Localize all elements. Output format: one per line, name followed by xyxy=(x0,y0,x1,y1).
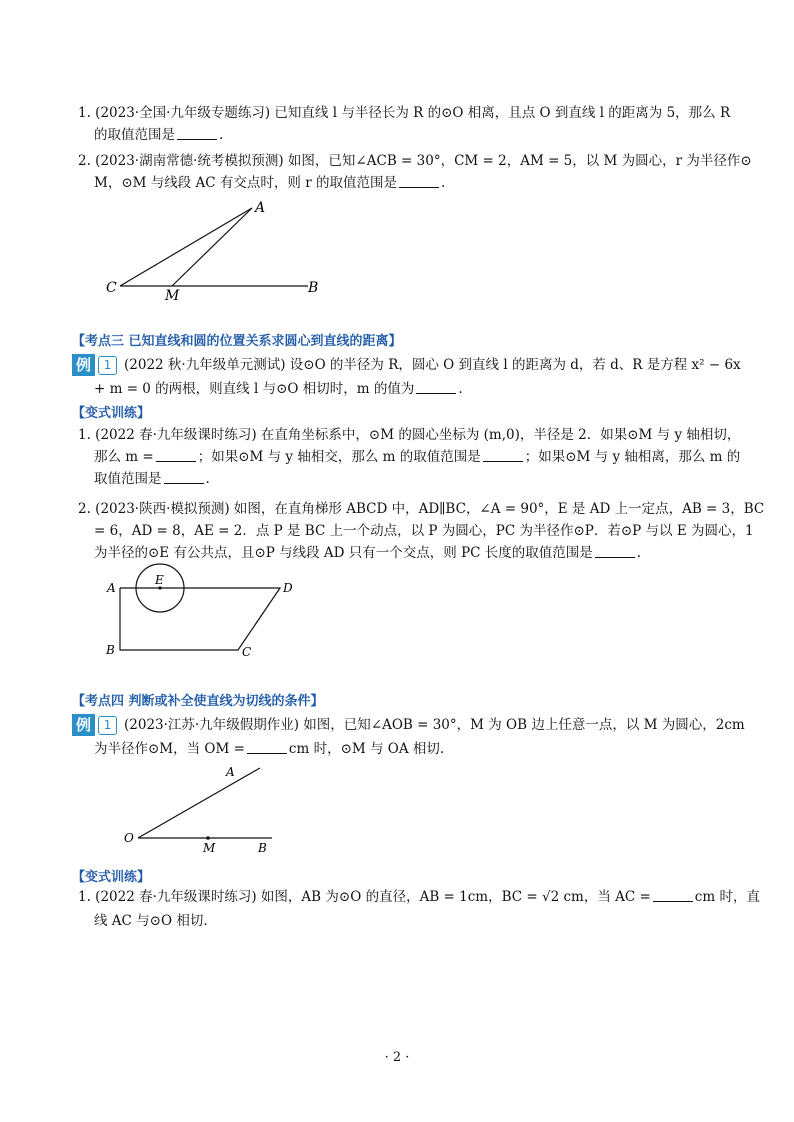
answer-blank xyxy=(416,381,456,394)
example-4-line-1: (2023·江苏·九年级假期作业) 如图，已知∠AOB = 30°，M 为 OB 边上任意一点，以 M 为圆心，2cm xyxy=(124,717,745,733)
example-label: 例 xyxy=(72,354,95,376)
label-d: D xyxy=(283,581,293,595)
answer-blank xyxy=(164,471,204,484)
label-e: E xyxy=(155,573,164,587)
answer-blank xyxy=(247,741,287,754)
example-3-line-1: (2022 秋·九年级单元测试) 设⊙O 的半径为 R，圆心 O 到直线 l 的距离为 d，若 d、R 是方程 x² − 6x xyxy=(124,357,741,373)
training-2-text: 为半径的⊙E 有公共点，且⊙P 与线段 AD 只有一个交点，则 PC 长度的取值范围是 xyxy=(94,545,593,561)
example-4-line-2 xyxy=(94,740,444,758)
label-c: C xyxy=(106,280,117,296)
training-1-text-d: 取值范围是 xyxy=(94,471,162,487)
training-1-text-b: ；如果⊙M 与 y 轴相交，那么 m 的取值范围是 xyxy=(197,449,481,465)
problem-1-line-1: 1. (2023·全国·九年级专题练习) 已知直线 l 与半径长为 R 的⊙O 相离，且点 O 到直线 l 的距离为 5，那么 R xyxy=(78,105,731,121)
figure-triangle-acm xyxy=(0,0,794,320)
example-number: 1 xyxy=(98,356,117,375)
example-badge xyxy=(72,714,117,736)
training-4-text-a: 1. (2022 春·九年级课时练习) 如图，AB 为⊙O 的直径，AB = 1cm，BC = √2 cm，当 AC = xyxy=(78,889,651,905)
section-4-title: 【考点四 判断或补全使直线为切线的条件】 xyxy=(72,694,324,709)
answer-blank xyxy=(156,449,196,462)
label-b: B xyxy=(106,643,115,657)
label-b: B xyxy=(308,280,319,296)
problem-2-line-2: M，⊙M 与线段 AC 有交点时，则 r 的取值范围是 . xyxy=(94,175,446,191)
example-3-line-2: + m = 0 的两根，则直线 l 与⊙O 相切时，m 的值为 . xyxy=(94,381,463,397)
label-a: A xyxy=(226,765,235,779)
example-badge xyxy=(72,354,117,376)
training-2-line-3: 为半径的⊙E 有公共点，且⊙P 与线段 AD 只有一个交点，则 PC 长度的取值范围是 . xyxy=(94,545,642,561)
answer-blank xyxy=(595,545,635,558)
training-1-text-c: ；如果⊙M 与 y 轴相离，那么 m 的 xyxy=(524,449,741,465)
training-1-line-2 xyxy=(94,448,740,466)
label-m: M xyxy=(203,841,216,855)
label-b: B xyxy=(258,841,267,855)
label-a: A xyxy=(255,200,266,216)
training-2-line-2: = 6，AD = 8，AE = 2．点 P 是 BC 上一个动点，以 P 为圆心，PC 为半径作⊙P．若⊙P 与以 E 为圆心，1 xyxy=(94,523,754,539)
section-3-title: 【考点三 已知直线和圆的位置关系求圆心到直线的距离】 xyxy=(72,334,402,349)
problem-2-line-1: 2. (2023·湖南常德·统考模拟预测) 如图，已知∠ACB = 30°，CM = 2，AM = 5，以 M 为圆心，r 为半径作⊙ xyxy=(78,153,752,169)
figure-angle-aob xyxy=(0,760,794,860)
problem-2-text: M，⊙M 与线段 AC 有交点时，则 r 的取值范围是 xyxy=(94,175,397,191)
training-title: 【变式训练】 xyxy=(72,406,151,421)
page-number: · 2 · xyxy=(384,1050,410,1065)
label-c: C xyxy=(242,645,252,659)
label-o: O xyxy=(124,831,134,845)
label-a: A xyxy=(107,581,116,595)
example-3-text: + m = 0 的两根，则直线 l 与⊙O 相切时，m 的值为 xyxy=(94,381,415,397)
answer-blank xyxy=(653,889,693,902)
answer-blank xyxy=(483,449,523,462)
training-4-line-1 xyxy=(78,888,760,906)
figure-trapezoid-abcd xyxy=(0,560,794,670)
training-4-text-b: cm 时，直 xyxy=(694,889,760,905)
problem-1-line-2: 的取值范围是 . xyxy=(94,127,224,143)
example-label: 例 xyxy=(72,714,95,736)
example-4-text-b: cm 时，⊙M 与 OA 相切. xyxy=(288,741,445,757)
training-1-text-a: 那么 m = xyxy=(94,449,154,465)
training-title: 【变式训练】 xyxy=(72,870,151,885)
training-2-line-1: 2. (2023·陕西·模拟预测) 如图，在直角梯形 ABCD 中，AD∥BC，∠A = 90°，E 是 AD 上一定点，AB = 3，BC xyxy=(78,501,765,517)
training-1-line-1: 1. (2022 春·九年级课时练习) 在直角坐标系中，⊙M 的圆心坐标为 (m,0)，半径是 2．如果⊙M 与 y 轴相切， xyxy=(78,427,741,443)
label-m: M xyxy=(165,288,180,304)
example-number: 1 xyxy=(98,716,117,735)
problem-1-text: 的取值范围是 xyxy=(94,127,175,143)
training-4-line-2: 线 AC 与⊙O 相切. xyxy=(94,913,208,929)
example-4-text-a: 为半径作⊙M，当 OM = xyxy=(94,741,245,757)
training-1-line-3: 取值范围是 . xyxy=(94,471,210,487)
